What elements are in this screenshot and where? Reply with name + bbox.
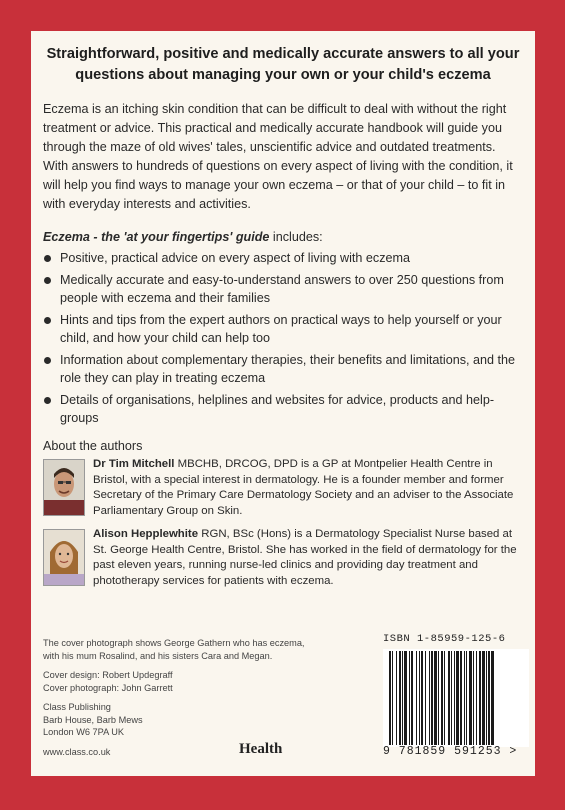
author-alison-hepplewhite	[43, 527, 523, 589]
bullet-icon	[44, 277, 51, 284]
author-bio: MBCHB, DRCOG, DPD is a GP at Montpelier Health Centre in Bristol, with a special interest in dermatology. He is a founder member and former Secretary of the Primary Care Dermatology Society and an adviser to the Associate Parliamentary Group on Skin.	[93, 458, 514, 517]
author-photo-woman	[43, 529, 85, 586]
barcode-digits: 9 781859 591253 >	[383, 745, 518, 758]
isbn-number: ISBN 1-85959-125-6	[383, 633, 506, 645]
author-name: Dr Tim Mitchell	[93, 458, 175, 470]
bullet-icon	[44, 255, 51, 262]
about-authors-heading: About the authors	[43, 439, 143, 453]
publisher-name: Class Publishing	[43, 702, 111, 712]
bullet-icon	[44, 397, 51, 404]
bullet-icon	[44, 357, 51, 364]
photo-caption-line: with his mum Rosalind, and his sisters Cara and Megan.	[43, 650, 273, 661]
bullet-icon	[44, 317, 51, 324]
list-item: Hints and tips from the expert authors on practical ways to help yourself or your child, and how your child can help too	[43, 311, 523, 347]
isbn-block	[383, 633, 529, 758]
author-name: Alison Hepplewhite	[93, 528, 199, 540]
barcode-graphic	[383, 649, 529, 747]
author-tim-mitchell	[43, 457, 523, 519]
includes-suffix: includes:	[269, 230, 323, 244]
author-photo-man	[43, 459, 85, 516]
footer	[43, 633, 523, 765]
includes-heading	[43, 228, 523, 247]
publisher-address-line: Barb House, Barb Mews	[43, 714, 143, 725]
author-bio: RGN, BSc (Hons) is a Dermatology Specialist Nurse based at St. George Health Centre, Bristol. She has worked in the field of dermatology for the past eleven years, running nurse-led clinics and providing day treatment and phototherapy services for patients with eczema.	[93, 528, 517, 587]
list-item: Medically accurate and easy-to-understand answers to over 250 questions from people with eczema and their families	[43, 271, 523, 307]
cover-photo-credit: Cover photograph: John Garrett	[43, 682, 173, 693]
category-label: Health	[239, 741, 283, 757]
publisher-website: www.class.co.uk	[43, 746, 111, 757]
guide-title: Eczema - the 'at your fingertips' guide	[43, 230, 270, 244]
list-item: Details of organisations, helplines and websites for advice, products and help-groups	[43, 391, 523, 427]
headline: Straightforward, positive and medically accurate answers to all your questions about managing your own or your child's eczema	[46, 46, 520, 83]
back-cover-panel	[31, 31, 535, 776]
list-item: Information about complementary therapies, their benefits and limitations, and the role they can play in treating eczema	[43, 351, 523, 387]
photo-caption-line: The cover photograph shows George Gathern who has eczema,	[43, 638, 305, 648]
list-item: Positive, practical advice on every aspect of living with eczema	[43, 249, 523, 267]
intro-paragraph: Eczema is an itching skin condition that can be difficult to deal with without the right treatment or advice. This practical and medically accurate handbook will guide you through the maze of old wives' tales, unscientific advice and outdated treatments. With answers to hundreds of questions on every aspect of living with the condition, it will help you find ways to manage your own eczema – or that of your child – to fit in with everyday interests and activities.	[43, 102, 513, 211]
cover-design-credit: Cover design: Robert Updegraff	[43, 670, 173, 680]
feature-list	[43, 249, 523, 427]
publisher-address-line: London W6 7PA UK	[43, 727, 125, 737]
